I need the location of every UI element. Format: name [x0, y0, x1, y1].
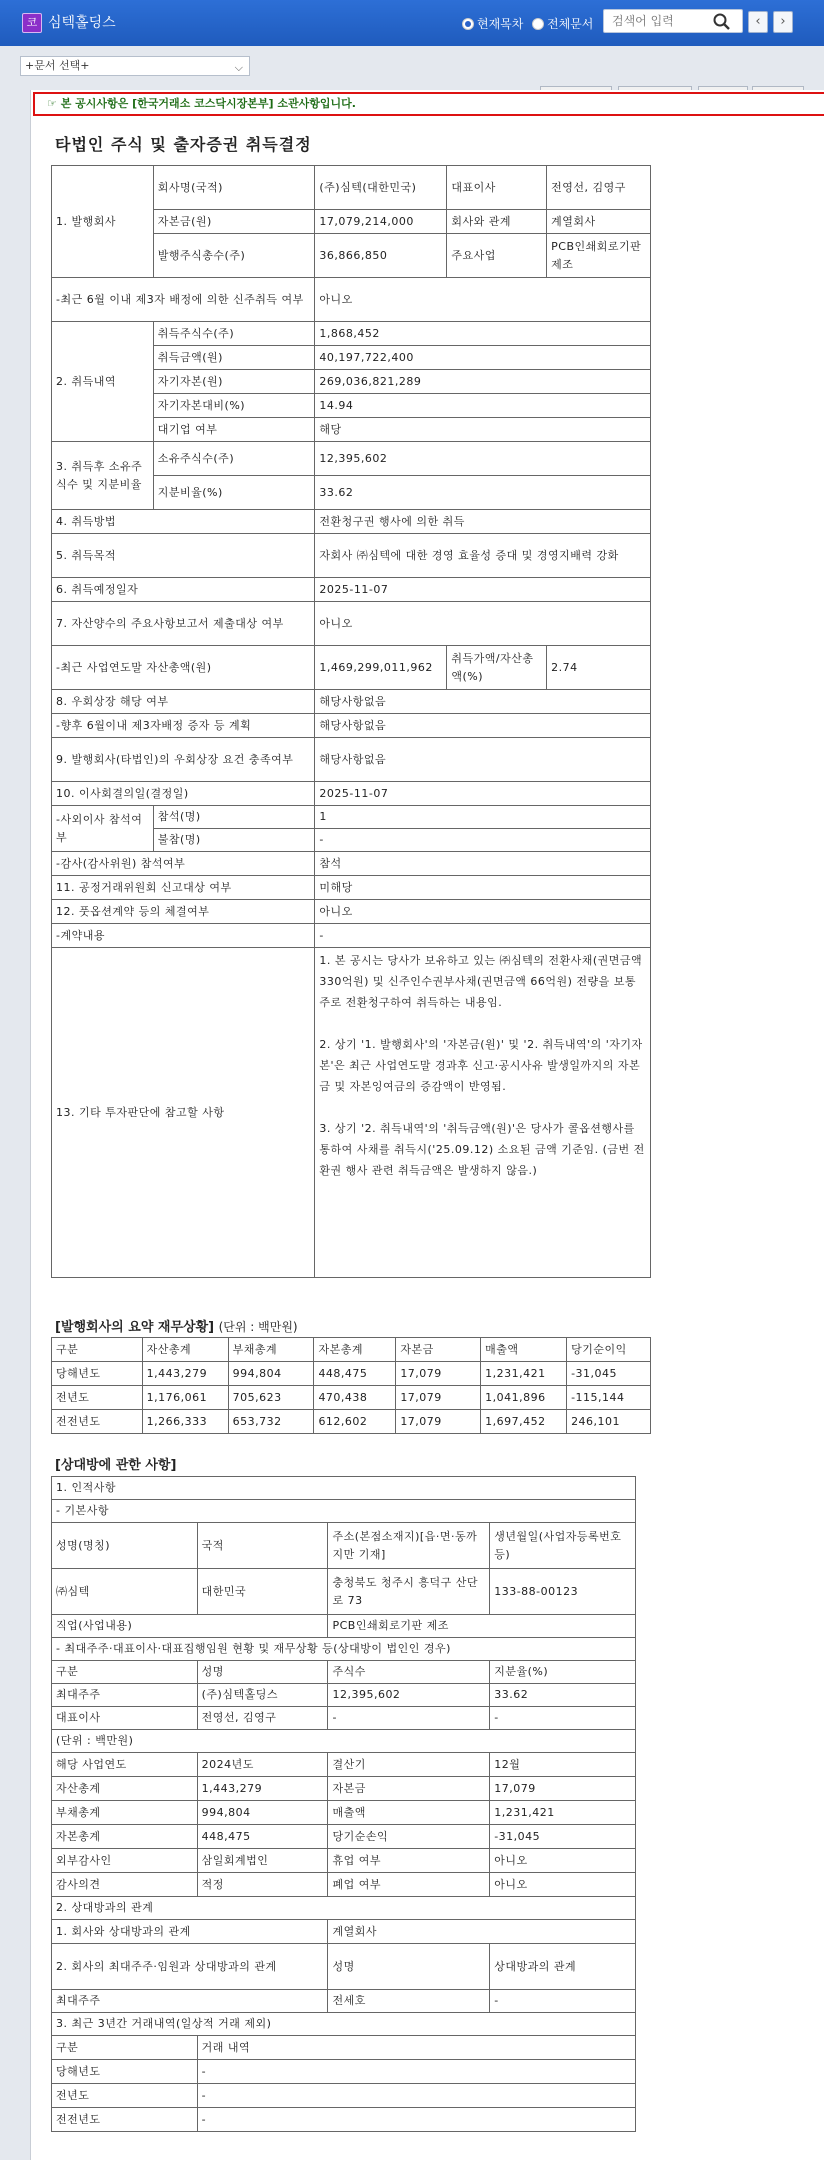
cell: -최근 사업연도말 자산총액(원) [52, 646, 315, 690]
cell: 당기순손익 [328, 1825, 490, 1849]
chevron-down-icon: ⌵ [234, 61, 243, 74]
header-cell: 부채총계 [228, 1338, 314, 1362]
cell: 12,395,602 [315, 442, 651, 476]
cell: - [197, 2084, 635, 2108]
cell: 취득금액(원) [153, 346, 315, 370]
cell: 불참(명) [153, 829, 315, 852]
fin-unit: (단위 : 백만원) [218, 1320, 298, 1334]
cell: 8. 우회상장 해당 여부 [52, 690, 315, 714]
cell: 14.94 [315, 394, 651, 418]
search-icon[interactable] [712, 12, 732, 32]
cell: 매출액 [328, 1801, 490, 1825]
cell: 470,438 [314, 1386, 396, 1410]
cell: 대표이사 [52, 1707, 198, 1730]
cell: 1,041,896 [481, 1386, 567, 1410]
cell: 미해당 [315, 876, 651, 900]
cell: 246,101 [567, 1410, 651, 1434]
cell: -최근 6월 이내 제3자 배정에 의한 신주취득 여부 [52, 278, 315, 322]
next-button[interactable]: › [773, 11, 793, 33]
cell: 3. 최근 3년간 거래내역(일상적 거래 제외) [52, 2013, 636, 2036]
cell: 구분 [52, 1661, 198, 1684]
counter-section-title: [상대방에 관한 사항] [55, 1458, 177, 1473]
radio-selected-icon [462, 18, 474, 30]
cell: 당해년도 [52, 2060, 198, 2084]
cell: 계열회사 [328, 1920, 636, 1944]
cell: - [315, 829, 651, 852]
cell: 17,079 [396, 1386, 481, 1410]
cell: ㈜심텍 [52, 1569, 198, 1615]
header-cell: 구분 [52, 1338, 143, 1362]
cell: 자본금 [328, 1777, 490, 1801]
cell: - 최대주주·대표이사·대표집행임원 현황 및 재무상황 등(상대방이 법인인 경우) [52, 1638, 636, 1661]
cell: 국적 [197, 1523, 328, 1569]
company-name: 심텍홀딩스 [48, 15, 116, 31]
cell: 2025-11-07 [315, 782, 651, 806]
cell: (주)심텍홀딩스 [197, 1684, 328, 1707]
cell: 10. 이사회결의일(결정일) [52, 782, 315, 806]
cell: 1,443,279 [197, 1777, 328, 1801]
cell: 구분 [52, 2036, 198, 2060]
cell: PCB인쇄회로기판 제조 [328, 1615, 636, 1638]
cell: 1,697,452 [481, 1410, 567, 1434]
cell: 아니오 [315, 602, 651, 646]
cell: 상대방과의 관계 [490, 1944, 636, 1990]
cell: 취득주식수(주) [153, 322, 315, 346]
cell: 17,079 [490, 1777, 636, 1801]
note-paragraph: 3. 상기 '2. 취득내역'의 '취득금액(원)'은 당사가 콜옵션행사를 통하여 사채를 취득시('25.09.12) 소요된 금액 기준임. (금번 전환권 행사 관련 취득금액은 발생하지 않음.) [319, 1122, 645, 1177]
prev-button[interactable]: ‹ [748, 11, 768, 33]
cell: -향후 6월이내 제3자배정 증자 등 계획 [52, 714, 315, 738]
cell: 전환청구권 행사에 의한 취득 [315, 510, 651, 534]
radio-all-docs[interactable] [532, 15, 593, 32]
cell: 대표이사 [447, 166, 547, 210]
cell: 1. 회사와 상대방과의 관계 [52, 1920, 328, 1944]
cell: 전세호 [328, 1990, 490, 2013]
cell: 지분율(%) [490, 1661, 636, 1684]
cell: 448,475 [197, 1825, 328, 1849]
cell: 아니오 [315, 900, 651, 924]
cell: - [490, 1990, 636, 2013]
cell: 자본금(원) [153, 210, 315, 234]
cell: 최대주주 [52, 1990, 328, 2013]
cell: 1,176,061 [142, 1386, 228, 1410]
cell: 해당사항없음 [315, 714, 651, 738]
cell: 994,804 [228, 1362, 314, 1386]
note-paragraph: 2. 상기 '1. 발행회사'의 '자본금(원)' 및 '2. 취득내역'의 '자기자본'은 최근 사업연도말 경과후 신고·공시사유 발생일까지의 자본금 및 자본잉여금의 증감액이 반영됨. [319, 1038, 643, 1093]
cell: 휴업 여부 [328, 1849, 490, 1873]
cell: 회사와 관계 [447, 210, 547, 234]
cell: 전전년도 [52, 2108, 198, 2132]
page-title: 타법인 주식 및 출자증권 취득결정 [55, 135, 312, 154]
cell: 3. 취득후 소유주식수 및 지분비율 [52, 442, 154, 510]
cell: 705,623 [228, 1386, 314, 1410]
cell: 13. 기타 투자판단에 참고할 사항 [52, 948, 315, 1278]
cell: 대한민국 [197, 1569, 328, 1615]
cell: - [197, 2108, 635, 2132]
cell: - [490, 1707, 636, 1730]
cell: -31,045 [490, 1825, 636, 1849]
cell: 계열회사 [547, 210, 651, 234]
cell: 전년도 [52, 1386, 143, 1410]
cell: 성명(명칭) [52, 1523, 198, 1569]
cell: 269,036,821,289 [315, 370, 651, 394]
notice-banner: ☞ 본 공시사항은 [한국거래소 코스닥시장본부] 소관사항입니다. [33, 92, 824, 116]
cell: - [328, 1707, 490, 1730]
cell: 삼일회계법인 [197, 1849, 328, 1873]
fin-title: [발행회사의 요약 재무상황] [55, 1320, 215, 1335]
fin-section-title [55, 1316, 298, 1335]
cell: 133-88-00123 [490, 1569, 636, 1615]
cell: - [197, 2060, 635, 2084]
cell: 12. 풋옵션계약 등의 체결여부 [52, 900, 315, 924]
cell: 아니오 [315, 278, 651, 322]
cell: 1,231,421 [490, 1801, 636, 1825]
cell: 12,395,602 [328, 1684, 490, 1707]
top-bar [0, 0, 824, 46]
cell: 자기자본(원) [153, 370, 315, 394]
note-paragraph: 1. 본 공시는 당사가 보유하고 있는 ㈜심텍의 전환사채(권면금액 330억원) 및 신주인수권부사채(권면금액 66억원) 전량을 보통주로 전환청구하여 취득하는 내용임. [319, 954, 643, 1009]
cell: 주식수 [328, 1661, 490, 1684]
cell: -사외이사 참석여부 [52, 806, 154, 852]
cell: 2. 회사의 최대주주·임원과 상대방과의 관계 [52, 1944, 328, 1990]
cell: 33.62 [315, 476, 651, 510]
cell: 33.62 [490, 1684, 636, 1707]
cell: 생년월일(사업자등록번호 등) [490, 1523, 636, 1569]
header-cell: 매출액 [481, 1338, 567, 1362]
cell: 17,079,214,000 [315, 210, 447, 234]
table-row [52, 1386, 651, 1410]
cell: 대기업 여부 [153, 418, 315, 442]
cell: 1,469,299,011,962 [315, 646, 447, 690]
cell: 회사명(국적) [153, 166, 315, 210]
cell: 자본총계 [52, 1825, 198, 1849]
cell: 17,079 [396, 1410, 481, 1434]
cell: 612,602 [314, 1410, 396, 1434]
cell: 소유주식수(주) [153, 442, 315, 476]
cell: 지분비율(%) [153, 476, 315, 510]
cell: 해당 [315, 418, 651, 442]
cell: 1,443,279 [142, 1362, 228, 1386]
cell: PCB인쇄회로기판 제조 [547, 234, 651, 278]
cell: 폐업 여부 [328, 1873, 490, 1897]
cell: -계약내용 [52, 924, 315, 948]
table-row [52, 1362, 651, 1386]
cell: 당해년도 [52, 1362, 143, 1386]
cell: 직업(사업내용) [52, 1615, 328, 1638]
cell: 2. 취득내역 [52, 322, 154, 442]
cell: 아니오 [490, 1849, 636, 1873]
cell: 2. 상대방과의 관계 [52, 1897, 636, 1920]
cell: -감사(감사위원) 참석여부 [52, 852, 315, 876]
document-select[interactable] [20, 56, 250, 76]
cell: 외부감사인 [52, 1849, 198, 1873]
cell: 5. 취득목적 [52, 534, 315, 578]
cell: 1 [315, 806, 651, 829]
cell: 1,868,452 [315, 322, 651, 346]
cell: -31,045 [567, 1362, 651, 1386]
cell: 7. 자산양수의 주요사항보고서 제출대상 여부 [52, 602, 315, 646]
fin-table [51, 1337, 651, 1434]
header-cell: 자본금 [396, 1338, 481, 1362]
cell: 감사의견 [52, 1873, 198, 1897]
cell: 전영선, 김영구 [197, 1707, 328, 1730]
cell: -115,144 [567, 1386, 651, 1410]
cell: 자산총계 [52, 1777, 198, 1801]
cell: 11. 공정거래위원회 신고대상 여부 [52, 876, 315, 900]
cell: 전영선, 김영구 [547, 166, 651, 210]
radio-current-toc[interactable] [462, 15, 523, 32]
cell: 1,266,333 [142, 1410, 228, 1434]
cell: 2.74 [547, 646, 651, 690]
cell: 17,079 [396, 1362, 481, 1386]
document-select-value: +문서 선택+ [25, 59, 90, 72]
cell: (단위 : 백만원) [52, 1730, 636, 1753]
cell: 해당사항없음 [315, 738, 651, 782]
cell: 주소(본점소재지)[읍·면·동까지만 기재] [328, 1523, 490, 1569]
cell: 1. 발행회사 [52, 166, 154, 278]
cell: 9. 발행회사(타법인)의 우회상장 요건 충족여부 [52, 738, 315, 782]
cell: 부채총계 [52, 1801, 198, 1825]
other-notes-cell [315, 948, 651, 1278]
cell: (주)심텍(대한민국) [315, 166, 447, 210]
cell: - [315, 924, 651, 948]
cell: 해당사항없음 [315, 690, 651, 714]
cell: 발행주식총수(주) [153, 234, 315, 278]
cell: 성명 [197, 1661, 328, 1684]
radio-all-label: 전체문서 [547, 17, 594, 31]
cell: 해당 사업연도 [52, 1753, 198, 1777]
cell: 12월 [490, 1753, 636, 1777]
cell: 1,231,421 [481, 1362, 567, 1386]
main-table [51, 165, 651, 1278]
cell: 자기자본대비(%) [153, 394, 315, 418]
cell: 1. 인적사항 [52, 1477, 636, 1500]
cell: 6. 취득예정일자 [52, 578, 315, 602]
company-logo-icon: 코 [22, 13, 42, 33]
cell: 주요사업 [447, 234, 547, 278]
cell: 참석 [315, 852, 651, 876]
cell: 448,475 [314, 1362, 396, 1386]
cell: 2024년도 [197, 1753, 328, 1777]
cell: 참석(명) [153, 806, 315, 829]
cell: 전전년도 [52, 1410, 143, 1434]
header-cell: 자본총계 [314, 1338, 396, 1362]
cell: 40,197,722,400 [315, 346, 651, 370]
cell: 적정 [197, 1873, 328, 1897]
document-viewer [30, 90, 824, 2160]
cell: 4. 취득방법 [52, 510, 315, 534]
radio-current-label: 현재목차 [477, 17, 524, 31]
table-row [52, 1410, 651, 1434]
cell: 결산기 [328, 1753, 490, 1777]
cell: 거래 내역 [197, 2036, 635, 2060]
cell: 2025-11-07 [315, 578, 651, 602]
cell: 성명 [328, 1944, 490, 1990]
cell: 자회사 ㈜심텍에 대한 경영 효율성 증대 및 경영지배력 강화 [315, 534, 651, 578]
header-cell: 당기순이익 [567, 1338, 651, 1362]
cell: 취득가액/자산총액(%) [447, 646, 547, 690]
cell: 충청북도 청주시 흥덕구 산단로 73 [328, 1569, 490, 1615]
cell: 653,732 [228, 1410, 314, 1434]
counterparty-table [51, 1476, 636, 2132]
cell: 36,866,850 [315, 234, 447, 278]
cell: 최대주주 [52, 1684, 198, 1707]
cell: 전년도 [52, 2084, 198, 2108]
cell: - 기본사항 [52, 1500, 636, 1523]
cell: 아니오 [490, 1873, 636, 1897]
header-cell: 자산총계 [142, 1338, 228, 1362]
radio-empty-icon [532, 18, 544, 30]
cell: 994,804 [197, 1801, 328, 1825]
